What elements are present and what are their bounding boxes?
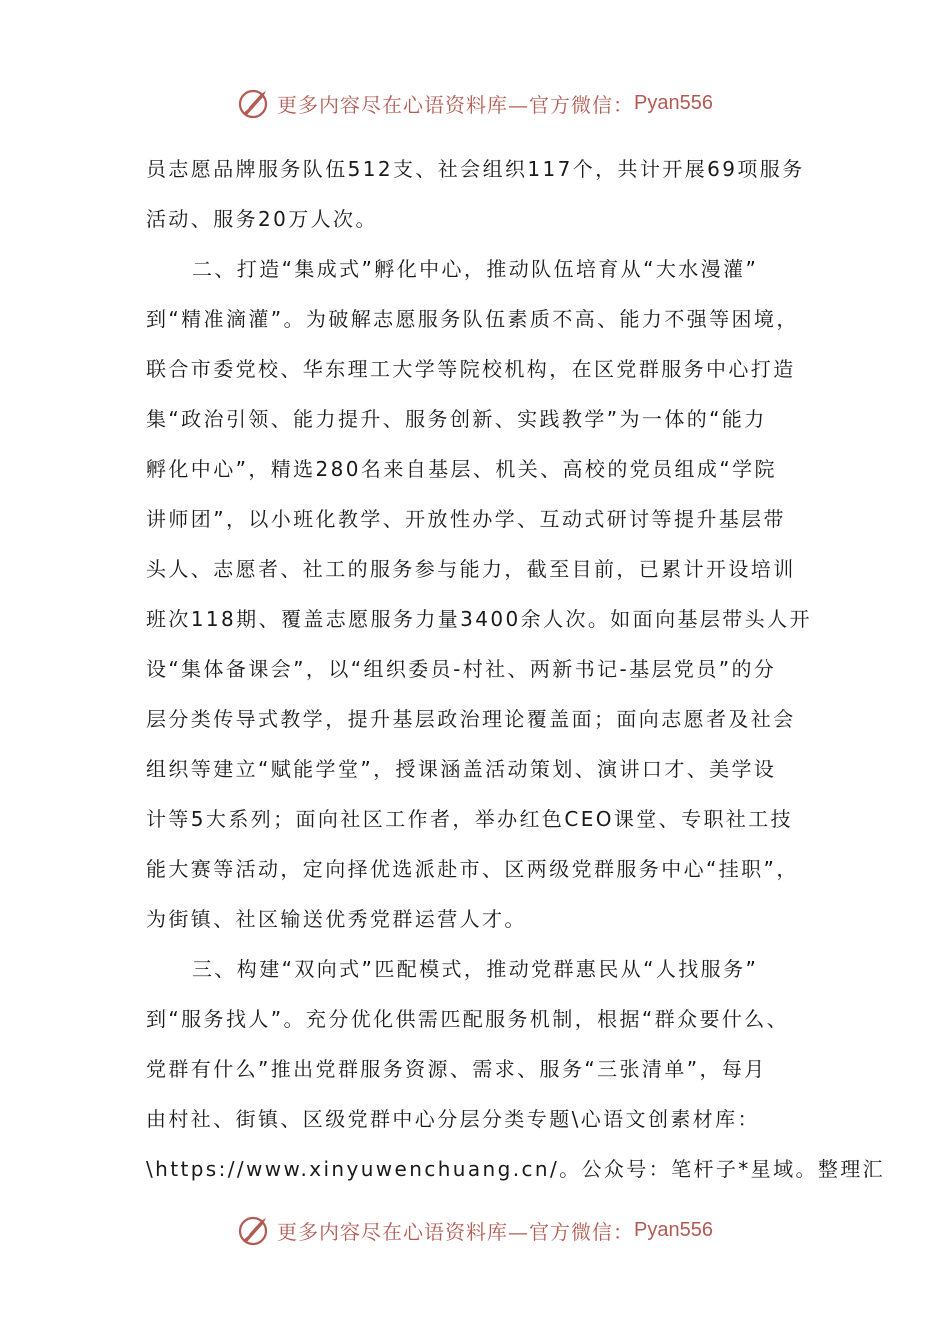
text-line: 设“集体备课会”，以“组织委员-村社、两新书记-基层党员”的分 (146, 657, 777, 681)
footer-banner (0, 1210, 950, 1250)
banner-text: 更多内容尽在心语资料库—官方微信： (277, 92, 635, 117)
banner-text: 更多内容尽在心语资料库—官方微信： (277, 1219, 635, 1244)
text-line: \https://www.xinyuwenchuang.cn/。公众号：笔杆子*星域。整理汇 (146, 1157, 886, 1181)
text-line: 讲师团”，以小班化教学、开放性办学、互动式研讨等提升基层带 (146, 507, 786, 531)
text-line: 员志愿品牌服务队伍512支、社会组织117个，共计开展69项服务 (146, 157, 805, 181)
section-heading-line: 二、打造“集成式”孵化中心，推动队伍培育从“大水漫灌” (192, 257, 759, 281)
text-line: 为街镇、社区输送优秀党群运营人才。 (146, 907, 527, 931)
pen-logo-icon (237, 1213, 271, 1247)
text-line: 能大赛等活动，定向择优选派赴市、区两级党群服务中心“挂职”， (146, 857, 799, 881)
section-heading-line: 三、构建“双向式”匹配模式，推动党群惠民从“人找服务” (192, 957, 759, 981)
document-body (146, 144, 886, 1194)
text-line: 组织等建立“赋能学堂”，授课涵盖活动策划、演讲口才、美学设 (146, 757, 777, 781)
text-line: 层分类传导式教学，提升基层政治理论覆盖面；面向志愿者及社会 (146, 707, 796, 731)
text-line: 集“政治引领、能力提升、服务创新、实践教学”为一体的“能力 (146, 407, 767, 431)
header-banner (0, 83, 950, 123)
text-line: 到“服务找人”。充分优化供需匹配服务机制，根据“群众要什么、 (146, 1007, 790, 1031)
text-line: 头人、志愿者、社工的服务参与能力，截至目前，已累计开设培训 (146, 557, 796, 581)
pen-logo-icon (237, 86, 271, 120)
text-line: 党群有什么”推出党群服务资源、需求、服务“三张清单”，每月 (146, 1057, 767, 1081)
text-line: 活动、服务20万人次。 (146, 207, 378, 231)
banner-wechat-id: Pyan556 (634, 1218, 713, 1241)
text-line: 联合市委党校、华东理工大学等院校机构，在区党群服务中心打造 (146, 357, 796, 381)
banner-wechat-id: Pyan556 (634, 91, 713, 114)
text-line: 由村社、街镇、区级党群中心分层分类专题\心语文创素材库： (146, 1107, 760, 1131)
text-line: 班次118期、覆盖志愿服务力量3400余人次。如面向基层带头人开 (146, 607, 812, 631)
text-line: 到“精准滴灌”。为破解志愿服务队伍素质不高、能力不强等困境， (146, 307, 799, 331)
text-line: 孵化中心”，精选280名来自基层、机关、高校的党员组成“学院 (146, 457, 777, 481)
text-line: 计等5大系列；面向社区工作者，举办红色CEO课堂、专职社工技 (146, 807, 794, 831)
